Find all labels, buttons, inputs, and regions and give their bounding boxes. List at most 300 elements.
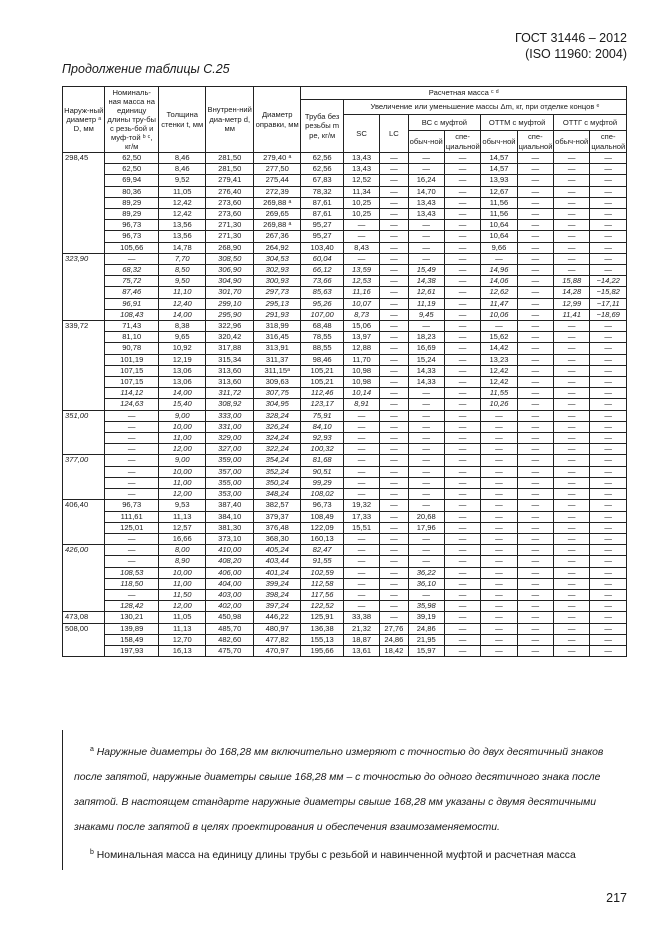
cell-bc-special: — xyxy=(444,197,480,208)
cell-ottg-special: — xyxy=(590,455,627,466)
cell-sc-change: 13,61 xyxy=(343,645,379,656)
cell-outer-diameter: 426,00 xyxy=(63,545,105,612)
cell-ottm-ordinary: 12,42 xyxy=(481,377,517,388)
cell-nominal-mass: 62,50 xyxy=(105,153,159,164)
table-row xyxy=(63,433,627,444)
cell-inner-diameter: 271,30 xyxy=(206,220,253,231)
cell-ottg-special: — xyxy=(590,533,627,544)
cell-ottm-special: — xyxy=(517,265,553,276)
continuation-title: Продолжение таблицы С.25 xyxy=(62,62,230,76)
cell-ottm-special: — xyxy=(517,220,553,231)
cell-sc-change: — xyxy=(343,231,379,242)
cell-plain-end-mass: 62,56 xyxy=(301,153,343,164)
cell-ottg-ordinary: — xyxy=(554,197,590,208)
table-row xyxy=(63,399,627,410)
cell-drift-diameter: 304,53 xyxy=(253,253,300,264)
cell-lc-change: — xyxy=(380,309,408,320)
cell-wall-thickness: 13,56 xyxy=(158,231,205,242)
cell-ottm-ordinary: — xyxy=(481,578,517,589)
cell-nominal-mass: — xyxy=(105,589,159,600)
cell-drift-diameter: 403,44 xyxy=(253,556,300,567)
cell-wall-thickness: 9,65 xyxy=(158,332,205,343)
cell-lc-change: — xyxy=(380,410,408,421)
table-row xyxy=(63,265,627,276)
table-row xyxy=(63,365,627,376)
cell-ottg-special: — xyxy=(590,589,627,600)
cell-lc-change: — xyxy=(380,209,408,220)
cell-bc-ordinary: 24,86 xyxy=(408,623,444,634)
cell-bc-special: — xyxy=(444,242,480,253)
cell-wall-thickness: 8,46 xyxy=(158,153,205,164)
cell-lc-change: 27,76 xyxy=(380,623,408,634)
cell-plain-end-mass: 68,48 xyxy=(301,321,343,332)
cell-ottg-ordinary: — xyxy=(554,455,590,466)
cell-ottg-ordinary: — xyxy=(554,477,590,488)
cell-lc-change: — xyxy=(380,578,408,589)
cell-ottg-special: −14,22 xyxy=(590,276,627,287)
cell-sc-change: 10,98 xyxy=(343,377,379,388)
footnote-a-marker: a xyxy=(90,746,94,753)
cell-outer-diameter: 298,45 xyxy=(63,153,105,254)
cell-bc-special: — xyxy=(444,533,480,544)
cell-drift-diameter: 398,24 xyxy=(253,589,300,600)
header-bc: ВС с муфтой xyxy=(408,115,481,131)
cell-drift-diameter: 348,24 xyxy=(253,489,300,500)
cell-nominal-mass: — xyxy=(105,421,159,432)
cell-bc-ordinary: — xyxy=(408,455,444,466)
cell-ottm-special: — xyxy=(517,377,553,388)
cell-nominal-mass: 139,89 xyxy=(105,623,159,634)
cell-lc-change: — xyxy=(380,433,408,444)
cell-inner-diameter: 387,40 xyxy=(206,500,253,511)
cell-drift-diameter: 405,24 xyxy=(253,545,300,556)
cell-inner-diameter: 273,60 xyxy=(206,209,253,220)
table-row xyxy=(63,556,627,567)
cell-bc-special: — xyxy=(444,175,480,186)
cell-ottm-special: — xyxy=(517,556,553,567)
cell-lc-change: — xyxy=(380,253,408,264)
cell-plain-end-mass: 155,13 xyxy=(301,634,343,645)
cell-inner-diameter: 313,60 xyxy=(206,365,253,376)
cell-sc-change: 11,34 xyxy=(343,186,379,197)
cell-lc-change: — xyxy=(380,444,408,455)
cell-wall-thickness: 10,00 xyxy=(158,466,205,477)
table-row xyxy=(63,186,627,197)
cell-inner-diameter: 299,10 xyxy=(206,298,253,309)
cell-nominal-mass: 125,01 xyxy=(105,522,159,533)
cell-wall-thickness: 14,00 xyxy=(158,388,205,399)
cell-wall-thickness: 15,40 xyxy=(158,399,205,410)
cell-bc-special: — xyxy=(444,455,480,466)
table-row xyxy=(63,354,627,365)
cell-bc-ordinary: — xyxy=(408,220,444,231)
cell-nominal-mass: — xyxy=(105,253,159,264)
cell-nominal-mass: — xyxy=(105,533,159,544)
cell-plain-end-mass: 82,47 xyxy=(301,545,343,556)
cell-wall-thickness: 11,50 xyxy=(158,589,205,600)
cell-drift-diameter: 302,93 xyxy=(253,265,300,276)
cell-plain-end-mass: 87,61 xyxy=(301,197,343,208)
cell-bc-special: — xyxy=(444,321,480,332)
cell-bc-ordinary: 12,61 xyxy=(408,287,444,298)
cell-ottm-ordinary: — xyxy=(481,410,517,421)
standard-number: ГОСТ 31446 – 2012 xyxy=(515,31,627,45)
cell-drift-diameter: 279,40 ᵃ xyxy=(253,153,300,164)
cell-sc-change: 13,43 xyxy=(343,153,379,164)
cell-sc-change: 8,43 xyxy=(343,242,379,253)
cell-inner-diameter: 273,60 xyxy=(206,197,253,208)
cell-bc-special: — xyxy=(444,343,480,354)
standard-designation xyxy=(515,30,627,62)
cell-sc-change: 12,52 xyxy=(343,175,379,186)
cell-nominal-mass: — xyxy=(105,410,159,421)
cell-bc-special: — xyxy=(444,265,480,276)
cell-bc-special: — xyxy=(444,220,480,231)
cell-bc-ordinary: 9,45 xyxy=(408,309,444,320)
cell-ottg-ordinary: — xyxy=(554,466,590,477)
table-row xyxy=(63,253,627,264)
cell-nominal-mass: — xyxy=(105,455,159,466)
cell-inner-diameter: 329,00 xyxy=(206,433,253,444)
cell-drift-diameter: 382,57 xyxy=(253,500,300,511)
cell-ottm-special: — xyxy=(517,365,553,376)
header-bc-ordinary: обыч-ной xyxy=(408,131,444,153)
cell-bc-ordinary: — xyxy=(408,444,444,455)
cell-drift-diameter: 324,24 xyxy=(253,433,300,444)
cell-sc-change: 18,87 xyxy=(343,634,379,645)
cell-ottg-special: −18,69 xyxy=(590,309,627,320)
cell-drift-diameter: 311,15ᵃ xyxy=(253,365,300,376)
cell-sc-change: 8,73 xyxy=(343,309,379,320)
cell-inner-diameter: 268,90 xyxy=(206,242,253,253)
cell-ottm-special: — xyxy=(517,253,553,264)
cell-wall-thickness: 13,56 xyxy=(158,220,205,231)
cell-nominal-mass: 87,46 xyxy=(105,287,159,298)
cell-nominal-mass: 75,72 xyxy=(105,276,159,287)
cell-wall-thickness: 7,70 xyxy=(158,253,205,264)
cell-ottg-ordinary: — xyxy=(554,365,590,376)
cell-nominal-mass: 96,91 xyxy=(105,298,159,309)
cell-sc-change: 21,32 xyxy=(343,623,379,634)
cell-sc-change: — xyxy=(343,444,379,455)
cell-drift-diameter: 401,24 xyxy=(253,567,300,578)
cell-wall-thickness: 12,57 xyxy=(158,522,205,533)
cell-wall-thickness: 9,53 xyxy=(158,500,205,511)
cell-ottm-special: — xyxy=(517,164,553,175)
cell-ottg-special: — xyxy=(590,354,627,365)
cell-bc-ordinary: — xyxy=(408,477,444,488)
table-row xyxy=(63,231,627,242)
cell-ottm-ordinary: — xyxy=(481,612,517,623)
cell-plain-end-mass: 75,91 xyxy=(301,410,343,421)
cell-inner-diameter: 281,50 xyxy=(206,164,253,175)
cell-wall-thickness: 13,06 xyxy=(158,365,205,376)
cell-ottg-special: — xyxy=(590,634,627,645)
cell-ottm-ordinary: — xyxy=(481,522,517,533)
cell-inner-diameter: 304,90 xyxy=(206,276,253,287)
cell-plain-end-mass: 123,17 xyxy=(301,399,343,410)
cell-ottg-special: — xyxy=(590,153,627,164)
cell-bc-ordinary: 14,33 xyxy=(408,377,444,388)
cell-ottm-ordinary: 11,47 xyxy=(481,298,517,309)
cell-inner-diameter: 333,00 xyxy=(206,410,253,421)
cell-ottm-ordinary: 11,56 xyxy=(481,209,517,220)
cell-inner-diameter: 317,88 xyxy=(206,343,253,354)
cell-bc-special: — xyxy=(444,444,480,455)
cell-wall-thickness: 8,00 xyxy=(158,545,205,556)
cell-bc-ordinary: — xyxy=(408,388,444,399)
cell-nominal-mass: 90,78 xyxy=(105,343,159,354)
cell-ottm-special: — xyxy=(517,388,553,399)
cell-inner-diameter: 404,00 xyxy=(206,578,253,589)
cell-lc-change: — xyxy=(380,265,408,276)
table-row xyxy=(63,545,627,556)
cell-lc-change: — xyxy=(380,545,408,556)
cell-ottg-special: — xyxy=(590,209,627,220)
cell-ottg-special: — xyxy=(590,186,627,197)
header-outer-diameter: Наруж-ный диаметр ᵃ D, мм xyxy=(63,87,105,153)
cell-ottm-special: — xyxy=(517,645,553,656)
cell-ottm-ordinary: 12,67 xyxy=(481,186,517,197)
cell-nominal-mass: 130,21 xyxy=(105,612,159,623)
cell-lc-change: — xyxy=(380,612,408,623)
cell-ottm-ordinary: 10,64 xyxy=(481,231,517,242)
cell-drift-diameter: 477,82 xyxy=(253,634,300,645)
cell-drift-diameter: 328,24 xyxy=(253,410,300,421)
cell-wall-thickness: 11,05 xyxy=(158,186,205,197)
cell-nominal-mass: 107,15 xyxy=(105,365,159,376)
cell-inner-diameter: 357,00 xyxy=(206,466,253,477)
cell-plain-end-mass: 122,09 xyxy=(301,522,343,533)
cell-drift-diameter: 480,97 xyxy=(253,623,300,634)
cell-ottm-special: — xyxy=(517,634,553,645)
cell-ottm-ordinary: 10,64 xyxy=(481,220,517,231)
cell-lc-change: — xyxy=(380,589,408,600)
cell-ottg-ordinary: — xyxy=(554,545,590,556)
cell-ottm-special: — xyxy=(517,399,553,410)
cell-lc-change: — xyxy=(380,343,408,354)
cell-wall-thickness: 13,06 xyxy=(158,377,205,388)
table-row xyxy=(63,276,627,287)
cell-bc-special: — xyxy=(444,601,480,612)
cell-ottg-ordinary: — xyxy=(554,500,590,511)
cell-sc-change: — xyxy=(343,433,379,444)
cell-ottg-ordinary: — xyxy=(554,175,590,186)
cell-plain-end-mass: 125,91 xyxy=(301,612,343,623)
cell-ottm-special: — xyxy=(517,522,553,533)
cell-lc-change: — xyxy=(380,321,408,332)
cell-bc-ordinary: 20,68 xyxy=(408,511,444,522)
table-row xyxy=(63,377,627,388)
cell-ottm-ordinary: 13,93 xyxy=(481,175,517,186)
cell-ottg-ordinary: — xyxy=(554,444,590,455)
cell-ottg-special: — xyxy=(590,332,627,343)
table-row xyxy=(63,388,627,399)
cell-wall-thickness: 12,00 xyxy=(158,489,205,500)
cell-wall-thickness: 8,46 xyxy=(158,164,205,175)
cell-drift-diameter: 318,99 xyxy=(253,321,300,332)
cell-bc-ordinary: 14,33 xyxy=(408,365,444,376)
pipe-mass-table xyxy=(62,86,627,657)
cell-ottg-ordinary: — xyxy=(554,567,590,578)
cell-plain-end-mass: 91,55 xyxy=(301,556,343,567)
cell-plain-end-mass: 87,61 xyxy=(301,209,343,220)
cell-ottg-special: — xyxy=(590,433,627,444)
cell-nominal-mass: 107,15 xyxy=(105,377,159,388)
cell-lc-change: — xyxy=(380,466,408,477)
cell-inner-diameter: 384,10 xyxy=(206,511,253,522)
cell-ottg-special: — xyxy=(590,343,627,354)
cell-bc-special: — xyxy=(444,421,480,432)
header-mass-change: Увеличение или уменьшение массы Δm, кг, при отделке концов ᵉ xyxy=(343,99,626,115)
cell-wall-thickness: 12,00 xyxy=(158,444,205,455)
cell-drift-diameter: 311,37 xyxy=(253,354,300,365)
cell-wall-thickness: 8,50 xyxy=(158,265,205,276)
cell-plain-end-mass: 160,13 xyxy=(301,533,343,544)
cell-bc-special: — xyxy=(444,545,480,556)
cell-bc-special: — xyxy=(444,645,480,656)
cell-bc-ordinary: 21,95 xyxy=(408,634,444,645)
cell-sc-change: 15,51 xyxy=(343,522,379,533)
cell-wall-thickness: 8,90 xyxy=(158,556,205,567)
cell-bc-ordinary: 17,96 xyxy=(408,522,444,533)
cell-bc-ordinary: 15,97 xyxy=(408,645,444,656)
cell-bc-ordinary: — xyxy=(408,556,444,567)
cell-ottg-ordinary: — xyxy=(554,433,590,444)
cell-ottm-ordinary: — xyxy=(481,511,517,522)
cell-outer-diameter: 377,00 xyxy=(63,455,105,500)
cell-ottm-ordinary: — xyxy=(481,567,517,578)
cell-ottm-ordinary: — xyxy=(481,433,517,444)
cell-wall-thickness: 11,00 xyxy=(158,477,205,488)
cell-plain-end-mass: 112,46 xyxy=(301,388,343,399)
cell-sc-change: — xyxy=(343,489,379,500)
cell-plain-end-mass: 98,46 xyxy=(301,354,343,365)
cell-bc-ordinary: — xyxy=(408,466,444,477)
cell-inner-diameter: 306,90 xyxy=(206,265,253,276)
cell-ottg-special: — xyxy=(590,399,627,410)
cell-plain-end-mass: 108,02 xyxy=(301,489,343,500)
cell-ottm-special: — xyxy=(517,332,553,343)
cell-lc-change: — xyxy=(380,421,408,432)
cell-drift-diameter: 376,48 xyxy=(253,522,300,533)
cell-sc-change: 15,06 xyxy=(343,321,379,332)
cell-lc-change: — xyxy=(380,511,408,522)
cell-ottg-ordinary: — xyxy=(554,321,590,332)
cell-lc-change: — xyxy=(380,164,408,175)
cell-inner-diameter: 408,20 xyxy=(206,556,253,567)
cell-plain-end-mass: 102,59 xyxy=(301,567,343,578)
cell-bc-special: — xyxy=(444,153,480,164)
cell-nominal-mass: — xyxy=(105,477,159,488)
cell-ottm-ordinary: — xyxy=(481,321,517,332)
header-ottm-special: спе-циальной xyxy=(518,132,553,151)
cell-ottg-special: — xyxy=(590,511,627,522)
table-row xyxy=(63,511,627,522)
cell-drift-diameter: 470,97 xyxy=(253,645,300,656)
cell-ottg-special: — xyxy=(590,567,627,578)
footnote-b-marker: b xyxy=(90,849,94,856)
cell-ottg-special: — xyxy=(590,388,627,399)
cell-bc-special: — xyxy=(444,209,480,220)
cell-ottm-special: — xyxy=(517,612,553,623)
cell-ottg-special: — xyxy=(590,377,627,388)
header-lc: LC xyxy=(380,115,408,153)
cell-ottg-ordinary: — xyxy=(554,231,590,242)
cell-bc-special: — xyxy=(444,399,480,410)
cell-nominal-mass: 96,73 xyxy=(105,220,159,231)
cell-ottg-ordinary: — xyxy=(554,522,590,533)
cell-lc-change: — xyxy=(380,354,408,365)
cell-plain-end-mass: 73,66 xyxy=(301,276,343,287)
cell-sc-change: — xyxy=(343,421,379,432)
cell-bc-ordinary: — xyxy=(408,231,444,242)
cell-wall-thickness: 14,00 xyxy=(158,309,205,320)
cell-bc-special: — xyxy=(444,298,480,309)
cell-sc-change: 13,43 xyxy=(343,164,379,175)
cell-ottg-ordinary: — xyxy=(554,377,590,388)
cell-plain-end-mass: 95,27 xyxy=(301,220,343,231)
cell-outer-diameter: 351,00 xyxy=(63,410,105,455)
cell-inner-diameter: 313,60 xyxy=(206,377,253,388)
cell-inner-diameter: 450,98 xyxy=(206,612,253,623)
cell-ottm-special: — xyxy=(517,287,553,298)
cell-ottm-ordinary: 11,56 xyxy=(481,197,517,208)
cell-inner-diameter: 320,42 xyxy=(206,332,253,343)
cell-bc-ordinary: — xyxy=(408,321,444,332)
header-ottg: ОТТГ с муфтой xyxy=(554,115,627,131)
cell-bc-special: — xyxy=(444,410,480,421)
cell-bc-ordinary: 13,43 xyxy=(408,197,444,208)
cell-ottm-special: — xyxy=(517,175,553,186)
cell-sc-change: 17,33 xyxy=(343,511,379,522)
cell-ottm-ordinary: — xyxy=(481,634,517,645)
cell-plain-end-mass: 103,40 xyxy=(301,242,343,253)
cell-ottg-special: — xyxy=(590,321,627,332)
cell-ottg-ordinary: — xyxy=(554,209,590,220)
cell-ottg-special: — xyxy=(590,365,627,376)
cell-bc-ordinary: — xyxy=(408,164,444,175)
cell-bc-special: — xyxy=(444,332,480,343)
cell-wall-thickness: 12,40 xyxy=(158,298,205,309)
cell-lc-change: — xyxy=(380,365,408,376)
cell-ottg-ordinary: 15,88 xyxy=(554,276,590,287)
cell-ottm-special: — xyxy=(517,321,553,332)
cell-ottm-ordinary: 12,62 xyxy=(481,287,517,298)
cell-ottm-special: — xyxy=(517,231,553,242)
cell-ottm-special: — xyxy=(517,354,553,365)
cell-ottm-special: — xyxy=(517,209,553,220)
cell-ottm-ordinary: — xyxy=(481,533,517,544)
cell-ottm-ordinary: — xyxy=(481,589,517,600)
cell-ottg-ordinary: 11,41 xyxy=(554,309,590,320)
cell-bc-ordinary: 16,69 xyxy=(408,343,444,354)
cell-sc-change: — xyxy=(343,567,379,578)
cell-lc-change: — xyxy=(380,388,408,399)
cell-ottg-special: — xyxy=(590,197,627,208)
table-row xyxy=(63,455,627,466)
footnote-a-text: Наружные диаметры до 168,28 мм включительно измеряют с точностью до двух десятичный знаков после запятой, наружные диаметры свыше 168,28 мм – с точностью до одного десятичного знака после запятой. В настоящем стандарте наружные диаметры свыше 168,28 мм указаны с двумя десятичными знаками после запятой в целях проектирования и обеспечения взаимозаменяемости. xyxy=(74,747,604,833)
cell-plain-end-mass: 66,12 xyxy=(301,265,343,276)
cell-ottg-ordinary: — xyxy=(554,533,590,544)
cell-ottg-special: — xyxy=(590,477,627,488)
cell-sc-change: 11,70 xyxy=(343,354,379,365)
cell-ottm-special: — xyxy=(517,343,553,354)
table-row xyxy=(63,477,627,488)
cell-plain-end-mass: 78,32 xyxy=(301,186,343,197)
cell-ottm-ordinary: — xyxy=(481,477,517,488)
cell-plain-end-mass: 117,56 xyxy=(301,589,343,600)
